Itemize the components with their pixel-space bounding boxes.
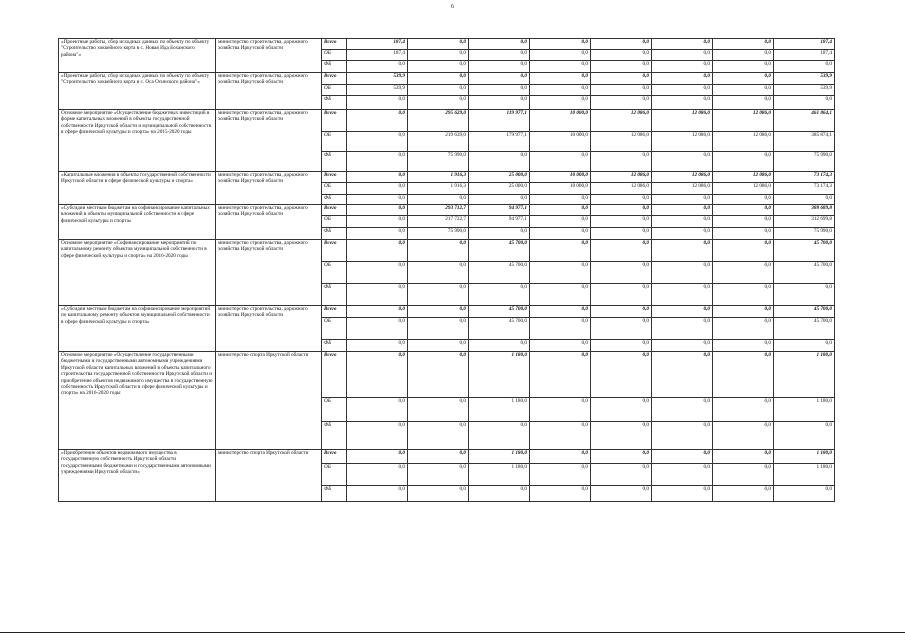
year-value-cell: 0,0 — [713, 240, 774, 262]
year-value-cell: 0,0 — [713, 228, 774, 240]
total-value-cell: 0,0 — [774, 340, 835, 352]
year-value-cell: 179 977,1 — [469, 132, 530, 152]
year-value-cell: 0,0 — [408, 73, 469, 85]
year-value-cell: 0,0 — [591, 486, 652, 502]
year-value-cell: 119 977,1 — [469, 110, 530, 132]
total-value-cell: 0,0 — [774, 195, 835, 205]
total-value-cell: 45 700,0 — [774, 262, 835, 284]
total-value-cell: 0,0 — [774, 284, 835, 306]
year-value-cell: 0,0 — [713, 422, 774, 450]
year-value-cell: 0,0 — [591, 216, 652, 228]
year-value-cell: 0,0 — [530, 464, 591, 486]
year-value-cell: 12 086,0 — [652, 132, 713, 152]
year-value-cell: 0,0 — [530, 152, 591, 172]
funding-source-cell: ОБ — [322, 464, 347, 486]
year-value-cell: 0,0 — [591, 398, 652, 422]
total-value-cell: 461 864,1 — [774, 110, 835, 132]
year-value-cell: 0,0 — [408, 422, 469, 450]
year-value-cell: 0,0 — [408, 85, 469, 96]
table-row — [59, 352, 835, 398]
year-value-cell: 0,0 — [591, 96, 652, 110]
year-value-cell: 0,0 — [530, 96, 591, 110]
year-value-cell: 0,0 — [591, 352, 652, 398]
total-value-cell: 0,0 — [774, 96, 835, 110]
year-value-cell: 0,0 — [347, 96, 408, 110]
executor-cell: министерство строительства, дорожного хозяйства Иркутской области — [216, 110, 322, 172]
year-value-cell: 75 990,0 — [408, 228, 469, 240]
year-value-cell: 0,0 — [652, 85, 713, 96]
year-value-cell: 0,0 — [469, 195, 530, 205]
year-value-cell: 0,0 — [713, 340, 774, 352]
total-value-cell: 73 174,3 — [774, 172, 835, 183]
year-value-cell: 0,0 — [652, 422, 713, 450]
total-value-cell: 75 990,0 — [774, 152, 835, 172]
measure-name-cell: Основное мероприятие «Осуществление бюджетных инвестиций в форме капитальных вложений в объекты государственной собственности Иркутской области и муниципальной собственности в сфере физической культуры и спорта» на 2015-2020 годы — [59, 110, 216, 172]
funding-source-cell: ОБ — [322, 398, 347, 422]
year-value-cell: 45 700,0 — [469, 240, 530, 262]
year-value-cell: 0,0 — [652, 240, 713, 262]
year-value-cell: 45 700,0 — [469, 262, 530, 284]
year-value-cell: 0,0 — [591, 262, 652, 284]
year-value-cell: 0,0 — [713, 284, 774, 306]
year-value-cell: 293 712,7 — [408, 205, 469, 216]
year-value-cell: 0,0 — [530, 228, 591, 240]
year-value-cell: 0,0 — [591, 422, 652, 450]
year-value-cell: 0,0 — [652, 96, 713, 110]
year-value-cell: 0,0 — [347, 61, 408, 73]
year-value-cell: 0,0 — [713, 306, 774, 318]
year-value-cell: 1 180,0 — [469, 450, 530, 464]
year-value-cell: 0,0 — [347, 486, 408, 502]
funding-source-cell: Всего — [322, 110, 347, 132]
year-value-cell: 0,0 — [408, 450, 469, 464]
year-value-cell: 0,0 — [713, 464, 774, 486]
year-value-cell: 0,0 — [591, 318, 652, 340]
year-value-cell: 0,0 — [469, 340, 530, 352]
funding-source-cell: ОБ — [322, 85, 347, 96]
year-value-cell: 10 000,0 — [530, 172, 591, 183]
year-value-cell: 0,0 — [713, 39, 774, 50]
year-value-cell: 0,0 — [591, 152, 652, 172]
page-number: 6 — [451, 4, 454, 10]
year-value-cell: 0,0 — [713, 50, 774, 61]
budget-table — [58, 38, 835, 502]
year-value-cell: 0,0 — [591, 340, 652, 352]
year-value-cell: 0,0 — [469, 39, 530, 50]
budget-table-body — [59, 39, 835, 502]
year-value-cell: 0,0 — [347, 172, 408, 183]
year-value-cell: 0,0 — [530, 340, 591, 352]
total-value-cell: 75 990,0 — [774, 228, 835, 240]
year-value-cell: 0,0 — [713, 352, 774, 398]
year-value-cell: 0,0 — [469, 486, 530, 502]
year-value-cell: 12 086,0 — [591, 132, 652, 152]
year-value-cell: 0,0 — [347, 306, 408, 318]
year-value-cell: 0,0 — [591, 73, 652, 85]
measure-name-cell: «Субсидии местным бюджетам на софинансирование капитальных вложений в объекты муниципальной собственности в сфере физической культуры и спорта» — [59, 205, 216, 240]
year-value-cell: 0,0 — [347, 240, 408, 262]
year-value-cell: 0,0 — [530, 398, 591, 422]
year-value-cell: 0,0 — [408, 61, 469, 73]
year-value-cell: 0,0 — [652, 352, 713, 398]
funding-source-cell: ОБ — [322, 216, 347, 228]
measure-name-cell: «Субсидии местным бюджетам на софинансирование мероприятий по капитальному ремонту объектов муниципальной собственности в сфере физической культуры и спорта» — [59, 306, 216, 352]
year-value-cell: 187,4 — [347, 39, 408, 50]
funding-source-cell: ФБ — [322, 422, 347, 450]
year-value-cell: 0,0 — [591, 306, 652, 318]
year-value-cell: 12 086,0 — [713, 183, 774, 195]
year-value-cell: 0,0 — [530, 450, 591, 464]
year-value-cell: 94 977,1 — [469, 205, 530, 216]
funding-source-cell: ФБ — [322, 96, 347, 110]
total-value-cell: 1 180,0 — [774, 352, 835, 398]
total-value-cell: 1 180,0 — [774, 398, 835, 422]
year-value-cell: 295 629,0 — [408, 110, 469, 132]
year-value-cell: 0,0 — [408, 352, 469, 398]
year-value-cell: 0,0 — [713, 398, 774, 422]
year-value-cell: 0,0 — [408, 284, 469, 306]
year-value-cell: 0,0 — [713, 195, 774, 205]
year-value-cell: 0,0 — [530, 216, 591, 228]
year-value-cell: 0,0 — [591, 39, 652, 50]
funding-source-cell: ФБ — [322, 284, 347, 306]
year-value-cell: 10 000,0 — [530, 183, 591, 195]
year-value-cell: 0,0 — [469, 61, 530, 73]
total-value-cell: 539,9 — [774, 85, 835, 96]
year-value-cell: 0,0 — [591, 284, 652, 306]
year-value-cell: 0,0 — [530, 486, 591, 502]
year-value-cell: 0,0 — [347, 422, 408, 450]
year-value-cell: 217 722,7 — [408, 216, 469, 228]
funding-source-cell: Всего — [322, 73, 347, 85]
year-value-cell: 0,0 — [530, 195, 591, 205]
table-row — [59, 172, 835, 183]
table-row — [59, 205, 835, 216]
year-value-cell: 0,0 — [408, 318, 469, 340]
year-value-cell: 539,9 — [347, 85, 408, 96]
funding-source-cell: Всего — [322, 172, 347, 183]
funding-source-cell: Всего — [322, 205, 347, 216]
year-value-cell: 0,0 — [713, 73, 774, 85]
year-value-cell: 0,0 — [408, 464, 469, 486]
year-value-cell: 0,0 — [713, 450, 774, 464]
year-value-cell: 94 977,1 — [469, 216, 530, 228]
year-value-cell: 75 990,0 — [408, 152, 469, 172]
year-value-cell: 0,0 — [591, 450, 652, 464]
funding-source-cell: ОБ — [322, 318, 347, 340]
year-value-cell: 0,0 — [652, 486, 713, 502]
executor-cell: министерство спорта Иркутской области — [216, 450, 322, 502]
year-value-cell: 0,0 — [347, 216, 408, 228]
total-value-cell: 0,0 — [774, 422, 835, 450]
year-value-cell: 0,0 — [713, 318, 774, 340]
year-value-cell: 0,0 — [591, 85, 652, 96]
year-value-cell: 0,0 — [347, 262, 408, 284]
year-value-cell: 219 639,0 — [408, 132, 469, 152]
year-value-cell: 0,0 — [469, 228, 530, 240]
year-value-cell: 0,0 — [591, 61, 652, 73]
measure-name-cell: Основное мероприятие «Осуществление государственными бюджетными и государственными автономными учреждениями Иркутской области капитальных вложений в объекты капитального строительства государственной собственности Иркутской области и приобретение объектов недвижимого имущества в государственную собственность Иркутской области в сфере физической культуры и спорта» на 2016-2020 годы — [59, 352, 216, 450]
funding-source-cell: ФБ — [322, 486, 347, 502]
year-value-cell: 0,0 — [652, 318, 713, 340]
funding-source-cell: Всего — [322, 39, 347, 50]
year-value-cell: 0,0 — [530, 318, 591, 340]
year-value-cell: 45 700,0 — [469, 318, 530, 340]
year-value-cell: 12 086,0 — [652, 110, 713, 132]
year-value-cell: 0,0 — [652, 50, 713, 61]
year-value-cell: 0,0 — [652, 61, 713, 73]
measure-name-cell: «Приобретение объектов недвижимого имущества в государственную собственность Иркутской области государственными бюджетными и государственными автономными учреждениями Иркутской области» — [59, 450, 216, 502]
year-value-cell: 0,0 — [652, 306, 713, 318]
year-value-cell: 0,0 — [408, 96, 469, 110]
year-value-cell: 0,0 — [347, 132, 408, 152]
year-value-cell: 1 180,0 — [469, 352, 530, 398]
measure-name-cell: Основное мероприятие «Софинансирование мероприятий по капитальному ремонту объектов муниципальной собственности в сфере физической культуры и спорта» на 2016-2020 годы — [59, 240, 216, 306]
year-value-cell: 0,0 — [408, 486, 469, 502]
funding-source-cell: ОБ — [322, 132, 347, 152]
executor-cell: министерство строительства, дорожного хозяйства Иркутской области — [216, 172, 322, 205]
year-value-cell: 0,0 — [408, 262, 469, 284]
year-value-cell: 0,0 — [408, 340, 469, 352]
year-value-cell: 0,0 — [408, 195, 469, 205]
year-value-cell: 0,0 — [652, 205, 713, 216]
year-value-cell: 0,0 — [713, 152, 774, 172]
total-value-cell: 45 700,0 — [774, 306, 835, 318]
table-row — [59, 240, 835, 262]
year-value-cell: 0,0 — [469, 284, 530, 306]
year-value-cell: 12 086,0 — [591, 110, 652, 132]
table-row — [59, 73, 835, 85]
year-value-cell: 0,0 — [530, 352, 591, 398]
year-value-cell: 0,0 — [530, 284, 591, 306]
year-value-cell: 0,0 — [530, 205, 591, 216]
year-value-cell: 0,0 — [713, 205, 774, 216]
year-value-cell: 12 086,0 — [591, 183, 652, 195]
year-value-cell: 1 180,0 — [469, 398, 530, 422]
executor-cell: министерство спорта Иркутской области — [216, 352, 322, 450]
table-row — [59, 110, 835, 132]
year-value-cell: 0,0 — [347, 340, 408, 352]
year-value-cell: 0,0 — [469, 152, 530, 172]
year-value-cell: 0,0 — [469, 85, 530, 96]
year-value-cell: 0,0 — [652, 398, 713, 422]
total-value-cell: 385 874,1 — [774, 132, 835, 152]
table-row — [59, 450, 835, 464]
year-value-cell: 0,0 — [347, 228, 408, 240]
year-value-cell: 0,0 — [530, 85, 591, 96]
funding-source-cell: Всего — [322, 306, 347, 318]
year-value-cell: 45 700,0 — [469, 306, 530, 318]
total-value-cell: 388 689,8 — [774, 205, 835, 216]
year-value-cell: 12 086,0 — [713, 132, 774, 152]
year-value-cell: 0,0 — [469, 73, 530, 85]
year-value-cell: 0,0 — [530, 262, 591, 284]
year-value-cell: 0,0 — [652, 284, 713, 306]
year-value-cell: 0,0 — [652, 262, 713, 284]
year-value-cell: 0,0 — [591, 240, 652, 262]
year-value-cell: 0,0 — [530, 61, 591, 73]
year-value-cell: 0,0 — [652, 73, 713, 85]
scan-edge-line — [0, 632, 905, 633]
year-value-cell: 12 086,0 — [652, 183, 713, 195]
year-value-cell: 0,0 — [591, 464, 652, 486]
year-value-cell: 0,0 — [713, 85, 774, 96]
measure-name-cell: «Капитальные вложения в объекты государственной собственности Иркутской области в сфере физической культуры и спорта» — [59, 172, 216, 205]
year-value-cell: 0,0 — [347, 183, 408, 195]
year-value-cell: 12 086,0 — [591, 172, 652, 183]
table-row — [59, 39, 835, 50]
year-value-cell: 0,0 — [713, 216, 774, 228]
total-value-cell: 539,9 — [774, 73, 835, 85]
year-value-cell: 0,0 — [713, 61, 774, 73]
total-value-cell: 187,4 — [774, 39, 835, 50]
year-value-cell: 0,0 — [652, 228, 713, 240]
total-value-cell: 0,0 — [774, 486, 835, 502]
year-value-cell: 0,0 — [408, 240, 469, 262]
year-value-cell: 10 000,0 — [530, 132, 591, 152]
total-value-cell: 45 700,0 — [774, 318, 835, 340]
funding-source-cell: ФБ — [322, 195, 347, 205]
year-value-cell: 0,0 — [652, 216, 713, 228]
year-value-cell: 0,0 — [591, 195, 652, 205]
year-value-cell: 0,0 — [347, 318, 408, 340]
year-value-cell: 12 086,0 — [713, 110, 774, 132]
year-value-cell: 10 000,0 — [530, 110, 591, 132]
year-value-cell: 0,0 — [530, 39, 591, 50]
total-value-cell: 1 180,0 — [774, 450, 835, 464]
year-value-cell: 0,0 — [652, 464, 713, 486]
funding-source-cell: ФБ — [322, 340, 347, 352]
year-value-cell: 0,0 — [591, 50, 652, 61]
funding-source-cell: Всего — [322, 450, 347, 464]
year-value-cell: 0,0 — [347, 398, 408, 422]
year-value-cell: 0,0 — [530, 73, 591, 85]
year-value-cell: 25 000,0 — [469, 172, 530, 183]
year-value-cell: 0,0 — [591, 205, 652, 216]
year-value-cell: 12 086,0 — [713, 172, 774, 183]
year-value-cell: 187,4 — [347, 50, 408, 61]
funding-source-cell: ОБ — [322, 183, 347, 195]
funding-source-cell: Всего — [322, 240, 347, 262]
year-value-cell: 0,0 — [347, 152, 408, 172]
total-value-cell: 1 180,0 — [774, 464, 835, 486]
year-value-cell: 0,0 — [469, 50, 530, 61]
measure-name-cell: «Проектные работы, сбор исходных данных по объекту по объекту "Строительство хоккейного корта в с. Новая Ида Боханского района"» — [59, 39, 216, 73]
funding-source-cell: ФБ — [322, 228, 347, 240]
year-value-cell: 0,0 — [347, 352, 408, 398]
year-value-cell: 0,0 — [408, 39, 469, 50]
year-value-cell: 0,0 — [652, 450, 713, 464]
year-value-cell: 0,0 — [530, 50, 591, 61]
year-value-cell: 0,0 — [347, 464, 408, 486]
year-value-cell: 1 916,3 — [408, 183, 469, 195]
year-value-cell: 0,0 — [591, 228, 652, 240]
funding-source-cell: Всего — [322, 352, 347, 398]
funding-source-cell: ФБ — [322, 152, 347, 172]
table-row — [59, 306, 835, 318]
year-value-cell: 0,0 — [347, 284, 408, 306]
year-value-cell: 25 000,0 — [469, 183, 530, 195]
year-value-cell: 1 916,3 — [408, 172, 469, 183]
year-value-cell: 0,0 — [713, 486, 774, 502]
year-value-cell: 0,0 — [408, 398, 469, 422]
year-value-cell: 0,0 — [408, 306, 469, 318]
total-value-cell: 73 174,3 — [774, 183, 835, 195]
executor-cell: министерство строительства, дорожного хозяйства Иркутской области — [216, 73, 322, 110]
year-value-cell: 0,0 — [347, 110, 408, 132]
year-value-cell: 0,0 — [652, 340, 713, 352]
year-value-cell: 0,0 — [530, 422, 591, 450]
executor-cell: министерство строительства, дорожного хозяйства Иркутской области — [216, 240, 322, 306]
year-value-cell: 0,0 — [652, 39, 713, 50]
year-value-cell: 12 086,0 — [652, 172, 713, 183]
year-value-cell: 0,0 — [469, 96, 530, 110]
year-value-cell: 1 180,0 — [469, 464, 530, 486]
funding-source-cell: ОБ — [322, 262, 347, 284]
total-value-cell: 187,4 — [774, 50, 835, 61]
year-value-cell: 539,9 — [347, 73, 408, 85]
year-value-cell: 0,0 — [347, 195, 408, 205]
year-value-cell: 0,0 — [530, 240, 591, 262]
total-value-cell: 0,0 — [774, 61, 835, 73]
year-value-cell: 0,0 — [652, 152, 713, 172]
total-value-cell: 312 699,8 — [774, 216, 835, 228]
total-value-cell: 45 700,0 — [774, 240, 835, 262]
executor-cell: министерство строительства, дорожного хозяйства Иркутской области — [216, 306, 322, 352]
measure-name-cell: «Проектные работы, сбор исходных данных по объекту по объекту "Строительство хоккейного корта в с. Оса Осинского района"» — [59, 73, 216, 110]
executor-cell: министерство строительства, дорожного хозяйства Иркутской области — [216, 39, 322, 73]
year-value-cell: 0,0 — [408, 50, 469, 61]
year-value-cell: 0,0 — [469, 422, 530, 450]
year-value-cell: 0,0 — [530, 306, 591, 318]
funding-source-cell: ОБ — [322, 50, 347, 61]
year-value-cell: 0,0 — [347, 205, 408, 216]
executor-cell: министерство строительства, дорожного хозяйства Иркутской области — [216, 205, 322, 240]
year-value-cell: 0,0 — [713, 96, 774, 110]
funding-source-cell: ФБ — [322, 61, 347, 73]
year-value-cell: 0,0 — [713, 262, 774, 284]
year-value-cell: 0,0 — [347, 450, 408, 464]
year-value-cell: 0,0 — [652, 195, 713, 205]
